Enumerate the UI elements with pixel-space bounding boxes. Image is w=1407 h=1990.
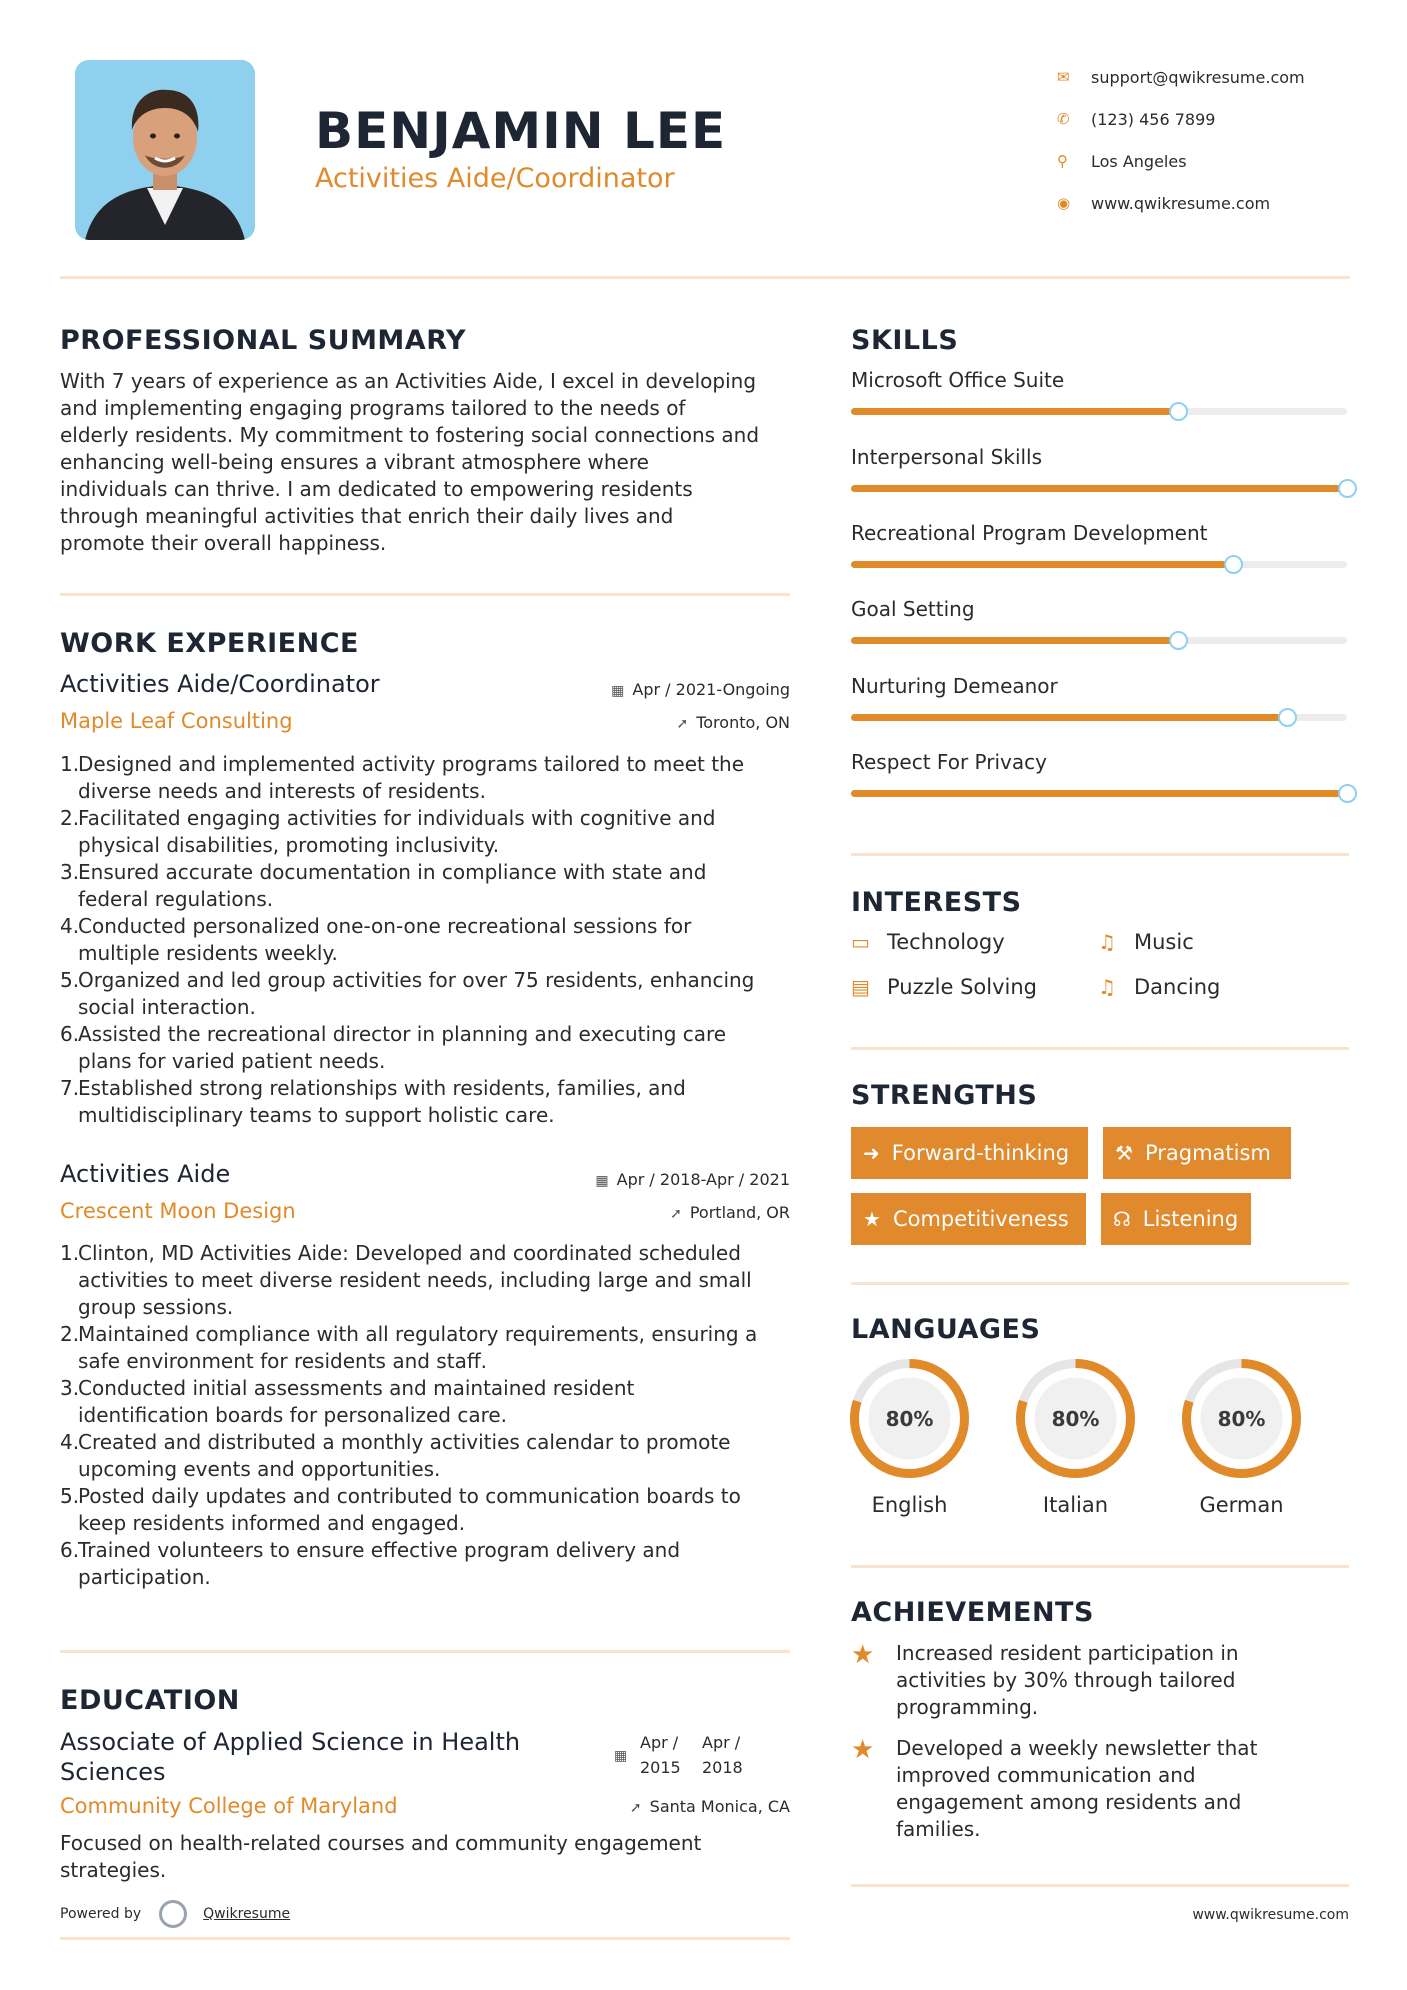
language-item [847,1356,972,1517]
skill-slider-track [851,714,1347,721]
work-heading: WORK EXPERIENCE [60,628,359,659]
skill-item [851,368,1351,415]
calendar-icon: ▦ [611,683,625,699]
achievement-text: Developed a weekly newsletter that improved communication and engagement among residents and families. [896,1736,1258,1841]
skill-label: Respect For Privacy [851,750,1047,774]
list-item: 1. Designed and implemented activity programs tailored to meet the diverse needs and interests of residents. [60,752,745,803]
skill-slider-knob[interactable] [1338,479,1357,498]
job-company: Crescent Moon Design [60,1199,296,1223]
skill-slider-knob[interactable] [1169,402,1188,421]
skill-fill [851,714,1287,721]
skill-label: Nurturing Demeanor [851,674,1058,698]
contact-website-text: www.qwikresume.com [1091,193,1271,213]
skill-slider-knob[interactable] [1278,708,1297,727]
candidate-name: BENJAMIN LEE [315,102,727,160]
contact-location [1055,140,1345,182]
language-name: Italian [1042,1493,1109,1517]
language-name: German [1199,1493,1284,1517]
footer-left-divider [60,1937,790,1940]
job-dates-text: Apr / 2018-Apr / 2021 [616,1170,790,1189]
summary-line: individuals can thrive. I am dedicated to empowering residents [60,477,693,501]
interest-item: ♫ Dancing [1098,975,1221,999]
skill-item [851,750,1351,797]
music-note-icon: ♫ [1098,975,1116,999]
job-dates [480,680,790,699]
trophy-icon: ★ [863,1207,881,1231]
skill-label: Goal Setting [851,597,975,621]
list-item: 6. Assisted the recreational director in planning and executing care plans for varied patient needs. [60,1022,727,1073]
laptop-icon: ▭ [851,930,870,954]
contact-email[interactable] [1055,56,1345,98]
education-location [480,1797,790,1816]
summary-line: With 7 years of experience as an Activities Aide, I excel in developing [60,369,757,393]
brand-link[interactable]: Qwikresume [203,1906,291,1922]
pushpin-icon: ➚ [670,1206,682,1222]
skill-item [851,597,1351,644]
strength-tag: ➜ Forward-thinking [851,1127,1088,1179]
skill-slider-track [851,561,1347,568]
interest-item: ▭ Technology [851,930,1005,954]
pushpin-icon: ➚ [629,1800,642,1816]
summary-line: elderly residents. My commitment to fostering social connections and [60,423,760,447]
list-item: 2. Facilitated engaging activities for individuals with cognitive and physical disabilities, promoting inclusivity. [60,806,716,857]
skill-label: Microsoft Office Suite [851,368,1065,392]
star-icon: ★ [851,1640,875,1670]
list-item: 3. Conducted initial assessments and maintained resident identification boards for personalized care. [60,1376,635,1427]
languages-divider [851,1565,1349,1568]
education-location-text: Santa Monica, CA [649,1797,790,1816]
summary-divider [60,593,790,596]
achievement-text: Increased resident participation in activities by 30% through tailored programming. [896,1641,1239,1719]
job-location-text: Portland, OR [689,1203,790,1222]
skill-fill [851,637,1178,644]
envelope-icon: ✉ [1057,68,1070,86]
job-title: Activities Aide/Coordinator [60,670,380,698]
list-item: 6. Trained volunteers to ensure effective program delivery and participation. [60,1538,681,1589]
education-school: Community College of Maryland [60,1794,398,1818]
list-item: 1. Clinton, MD Activities Aide: Developed and coordinated scheduled activities to meet diverse resident needs, including large and small group sessions. [60,1241,752,1319]
contact-email-text: support@qwikresume.com [1091,67,1305,87]
interests-heading: INTERESTS [851,887,1022,918]
qwikresume-logo-icon [159,1900,187,1928]
music-note-icon: ♫ [1098,930,1116,954]
summary-text [60,368,800,557]
achievements-heading: ACHIEVEMENTS [851,1597,1094,1628]
summary-heading: PROFESSIONAL SUMMARY [60,325,467,356]
calendar-icon: ▦ [595,1173,609,1189]
list-item: 4. Conducted personalized one-on-one recreational sessions for multiple residents weekly. [60,914,692,965]
contact-list [1055,56,1345,224]
skills-heading: SKILLS [851,325,959,356]
contact-website[interactable] [1055,182,1345,224]
job-location-text: Toronto, ON [696,713,790,732]
job-duties-list [60,751,800,1129]
job-title: Activities Aide [60,1160,231,1188]
skill-slider-knob[interactable] [1169,631,1188,650]
job-location [480,1203,790,1222]
skill-fill [851,485,1347,492]
list-item: 4. Created and distributed a monthly activities calendar to promote upcoming events and opportunities. [60,1430,731,1481]
skill-slider-track [851,637,1347,644]
education-heading: EDUCATION [60,1685,240,1716]
contact-location-text: Los Angeles [1091,151,1187,171]
job-dates [480,1170,790,1189]
education-description: Focused on health-related courses and community engagement strategies. [60,1831,702,1882]
summary-line: promote their overall happiness. [60,531,387,555]
contact-phone-text: (123) 456 7899 [1091,109,1216,129]
gavel-icon: ⚒ [1115,1141,1133,1165]
language-name: English [871,1493,948,1517]
skill-item [851,674,1351,721]
language-percent: 80% [885,1406,934,1431]
headphones-icon: ☊ [1113,1207,1131,1231]
strength-tag: ⚒ Pragmatism [1103,1127,1291,1179]
skill-slider-track [851,790,1347,797]
education-end: Apr / 2018 [702,1733,743,1777]
book-icon: ▤ [851,975,870,999]
summary-line: and implementing engaging programs tailored to the needs of [60,396,686,420]
job-dates-text: Apr / 2021-Ongoing [632,680,790,699]
pushpin-icon: ➚ [676,716,689,732]
language-item [1013,1356,1138,1517]
skill-slider-knob[interactable] [1338,784,1357,803]
phone-icon: ✆ [1057,110,1070,128]
skill-fill [851,561,1233,568]
skill-slider-track [851,485,1347,492]
skill-item [851,445,1351,492]
education-start: Apr / 2015 [640,1733,681,1777]
arrow-right-icon: ➜ [863,1141,880,1165]
strength-tag: ★ Competitiveness [851,1193,1086,1245]
summary-line: enhancing well-being ensures a vibrant atmosphere where [60,450,649,474]
job-duties-list [60,1240,800,1591]
map-pin-icon: ⚲ [1057,152,1068,170]
interests-divider [851,1047,1349,1050]
strength-tag: ☊ Listening [1101,1193,1251,1245]
candidate-role: Activities Aide/Coordinator [315,163,675,194]
language-percent: 80% [1217,1406,1266,1431]
skill-label: Interpersonal Skills [851,445,1043,469]
header-divider [60,276,1350,279]
skill-fill [851,790,1347,797]
powered-by [60,1900,290,1928]
list-item: 5. Posted daily updates and contributed to communication boards to keep residents informed and engaged. [60,1484,741,1535]
list-item: 7. Established strong relationships with residents, families, and multidisciplinary teams to support holistic care. [60,1076,686,1127]
skill-slider-knob[interactable] [1224,555,1243,574]
achievements-divider [851,1884,1349,1887]
achievement-item [851,1640,1351,1721]
profile-photo [75,60,255,240]
degree-title [60,1727,520,1787]
summary-line: through meaningful activities that enrich their daily lives and [60,504,674,528]
skills-divider [851,853,1349,856]
list-item: 5. Organized and led group activities for over 75 residents, enhancing social interaction. [60,968,755,1019]
globe-icon: ◉ [1057,194,1071,212]
skill-fill [851,408,1178,415]
skill-slider-track [851,408,1347,415]
footer-site[interactable]: www.qwikresume.com [1192,1907,1349,1923]
degree-line: Sciences [60,1758,166,1786]
contact-phone[interactable] [1055,98,1345,140]
achievement-item [851,1735,1351,1843]
skill-item [851,521,1351,568]
interest-item: ▤ Puzzle Solving [851,975,1037,999]
job-location [480,713,790,732]
strengths-heading: STRENGTHS [851,1080,1038,1111]
interest-item: ♫ Music [1098,930,1194,954]
list-item: 3. Ensured accurate documentation in compliance with state and federal regulations. [60,860,707,911]
languages-heading: LANGUAGES [851,1314,1041,1345]
skill-label: Recreational Program Development [851,521,1208,545]
list-item: 2. Maintained compliance with all regulatory requirements, ensuring a safe environment for residents and staff. [60,1322,758,1373]
star-icon: ★ [851,1735,875,1765]
work-divider [60,1650,790,1653]
calendar-icon: ▦ [614,1748,628,1764]
degree-line: Associate of Applied Science in Health [60,1728,521,1756]
language-item [1179,1356,1304,1517]
powered-by-label: Powered by [60,1906,142,1922]
language-percent: 80% [1051,1406,1100,1431]
strengths-divider [851,1282,1349,1285]
job-company: Maple Leaf Consulting [60,709,293,733]
